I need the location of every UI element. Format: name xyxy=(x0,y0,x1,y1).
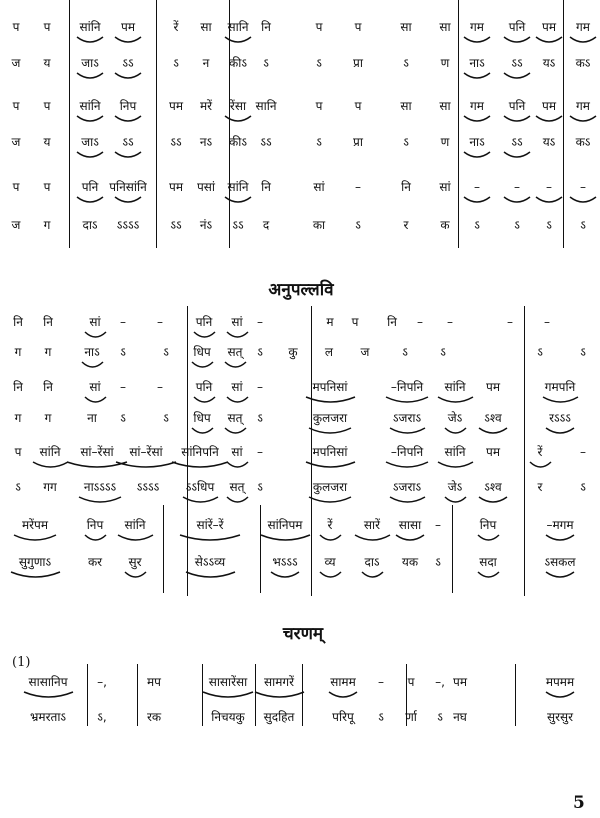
notation-syllable: जेऽ xyxy=(447,411,463,425)
notation-syllable: कुलजरा xyxy=(312,480,348,494)
notation-syllable: सानि xyxy=(227,20,249,34)
notation-syllable: सांनि xyxy=(79,99,101,113)
notation-syllable: – xyxy=(257,315,263,329)
notation-syllable: सत् xyxy=(229,480,245,494)
notation-syllable: सांनि xyxy=(124,518,146,532)
notation-syllable: सांनिपनि xyxy=(181,445,219,459)
notation-syllable: ऽऽऽऽ xyxy=(136,480,160,494)
bar-line xyxy=(515,664,516,726)
page-number: 5 xyxy=(573,793,585,813)
heading-charanam: चरणम् xyxy=(282,624,324,644)
notation-syllable: ग xyxy=(14,411,22,425)
notation-syllable: कु xyxy=(288,345,298,359)
notation-syllable: मरेंपम xyxy=(21,518,49,532)
notation-syllable: पम xyxy=(486,380,500,394)
notation-syllable: रेंसा xyxy=(229,99,247,113)
notation-syllable: ऽ xyxy=(163,345,169,359)
notation-syllable: सुदहित xyxy=(263,710,295,724)
notation-syllable: – xyxy=(157,315,163,329)
notation-syllable: ऽऽ xyxy=(122,56,134,70)
notation-syllable: प xyxy=(354,20,362,34)
notation-syllable: निप xyxy=(479,518,497,532)
notation-syllable: ऽ xyxy=(440,345,446,359)
notation-syllable: – xyxy=(546,180,552,194)
notation-syllable: ऽऽऽऽ xyxy=(116,218,140,232)
notation-syllable: सुगुणाऽ xyxy=(18,555,52,569)
notation-syllable: सत् xyxy=(227,411,243,425)
notation-syllable: पम xyxy=(542,20,556,34)
notation-syllable: –, xyxy=(435,675,445,689)
notation-syllable: न xyxy=(202,56,210,70)
notation-syllable: मपमम xyxy=(545,675,575,689)
notation-syllable: सेऽऽव्य xyxy=(194,555,226,569)
notation-syllable: प xyxy=(43,20,51,34)
notation-syllable: सा xyxy=(439,20,451,34)
notation-syllable: प xyxy=(12,180,20,194)
notation-syllable: रें xyxy=(327,518,333,532)
notation-syllable: परिपू xyxy=(332,710,354,724)
notation-syllable: सा xyxy=(200,20,212,34)
notation-syllable: पम xyxy=(169,99,183,113)
notation-syllable: सामगरें xyxy=(263,675,295,689)
notation-syllable: – xyxy=(544,315,550,329)
notation-syllable: ऽजराऽ xyxy=(392,411,422,425)
notation-syllable: रऽऽऽ xyxy=(549,411,571,425)
notation-syllable: कीऽ xyxy=(229,135,247,149)
notation-syllable: सामम xyxy=(330,675,356,689)
notation-syllable: – xyxy=(580,445,586,459)
notation-syllable: गम xyxy=(470,20,484,34)
notation-syllable: प xyxy=(12,20,20,34)
notation-syllable: सांनि xyxy=(227,180,249,194)
notation-syllable: रक xyxy=(146,710,162,724)
notation-syllable: प xyxy=(315,99,323,113)
notation-syllable: ऽ xyxy=(355,218,361,232)
notation-syllable: ऽ xyxy=(316,135,322,149)
notation-syllable: गम xyxy=(576,20,590,34)
notation-syllable: र xyxy=(403,218,409,232)
notation-syllable: – xyxy=(378,675,384,689)
slur-arc xyxy=(327,690,359,700)
notation-syllable: नि xyxy=(261,180,271,194)
notation-syllable: ण xyxy=(440,135,450,149)
notation-syllable: नि xyxy=(387,315,397,329)
notation-syllable: ऽऽ xyxy=(170,135,182,149)
notation-syllable: ग xyxy=(14,345,22,359)
notation-syllable: ण xyxy=(440,56,450,70)
notation-syllable: सांनिपम xyxy=(267,518,303,532)
notation-syllable: – xyxy=(580,180,586,194)
notation-syllable: ऽ xyxy=(257,480,263,494)
notation-syllable: द xyxy=(262,218,270,232)
notation-syllable: ज xyxy=(11,135,21,149)
notation-syllable: –निपनि xyxy=(390,380,424,394)
notation-syllable: पम xyxy=(542,99,556,113)
notation-syllable: पनिसांनि xyxy=(109,180,147,194)
notation-syllable: ज xyxy=(11,56,21,70)
notation-syllable: – xyxy=(257,445,263,459)
notation-syllable: सांरें–रें xyxy=(196,518,224,532)
notation-syllable: सां xyxy=(231,315,243,329)
notation-syllable: पनि xyxy=(195,380,213,394)
notation-syllable: सां xyxy=(313,180,325,194)
notation-syllable: सा xyxy=(439,99,451,113)
notation-syllable: यऽ xyxy=(542,56,556,70)
slur-arc xyxy=(544,690,576,700)
notation-syllable: पनि xyxy=(508,99,526,113)
notation-syllable: नाऽऽऽऽ xyxy=(83,480,117,494)
notation-syllable: ग xyxy=(44,345,52,359)
notation-syllable: ऽ xyxy=(403,56,409,70)
notation-syllable: ऽऽ xyxy=(260,135,272,149)
notation-syllable: सुर xyxy=(128,555,142,569)
notation-syllable: नि xyxy=(13,380,23,394)
notation-syllable: ऽऽ xyxy=(511,135,523,149)
notation-syllable: नंऽ xyxy=(199,218,213,232)
notation-syllable: प xyxy=(14,445,22,459)
notation-syllable: ऽ xyxy=(257,345,263,359)
slur-arc xyxy=(201,690,255,700)
notation-syllable: – xyxy=(507,315,513,329)
notation-syllable: सुरसुर xyxy=(546,710,574,724)
notation-syllable: दाऽ xyxy=(82,218,98,232)
notation-syllable: सांनि xyxy=(79,20,101,34)
notation-syllable: ज xyxy=(11,218,21,232)
notation-syllable: ऽऽ xyxy=(170,218,182,232)
notation-syllable: सां–रेंसां xyxy=(129,445,163,459)
notation-syllable: – xyxy=(514,180,520,194)
notation-syllable: ग xyxy=(43,218,51,232)
notation-syllable: सासारेंसा xyxy=(208,675,248,689)
notation-syllable: का xyxy=(312,218,326,232)
notation-syllable: ऽ xyxy=(514,218,520,232)
notation-syllable: प xyxy=(315,20,323,34)
notation-syllable: सासा xyxy=(398,518,422,532)
notation-syllable: कर xyxy=(87,555,103,569)
notation-syllable: ऽ xyxy=(316,56,322,70)
notation-syllable: गम xyxy=(470,99,484,113)
notation-syllable: ऽऽ xyxy=(511,56,523,70)
notation-syllable: पनि xyxy=(81,180,99,194)
notation-syllable: जेऽ xyxy=(447,480,463,494)
notation-syllable: सा xyxy=(400,99,412,113)
notation-syllable: सां xyxy=(231,380,243,394)
notation-syllable: नऽ xyxy=(199,135,213,149)
notation-syllable: निचयकु xyxy=(211,710,245,724)
notation-syllable: क xyxy=(440,218,450,232)
notation-syllable: नाऽ xyxy=(469,56,485,70)
notation-syllable: कऽ xyxy=(575,135,591,149)
notation-syllable: सां xyxy=(439,180,451,194)
notation-syllable: ऽ xyxy=(120,411,126,425)
notation-syllable: प xyxy=(351,315,359,329)
notation-syllable: प xyxy=(12,99,20,113)
notation-syllable: ऽसकल xyxy=(544,555,576,569)
notation-syllable: ऽश्व xyxy=(484,480,502,494)
notation-syllable: सा xyxy=(400,20,412,34)
notation-syllable: ऽ xyxy=(378,710,384,724)
notation-syllable: सारें xyxy=(363,518,381,532)
notation-syllable: जाऽ xyxy=(81,56,99,70)
notation-syllable: पनि xyxy=(508,20,526,34)
notation-syllable: ऽ xyxy=(15,480,21,494)
notation-syllable: ऽ xyxy=(120,345,126,359)
notation-syllable: नाऽ xyxy=(84,345,100,359)
notation-syllable: ऽश्व xyxy=(484,411,502,425)
notation-syllable: रें xyxy=(173,20,179,34)
notation-syllable: – xyxy=(120,315,126,329)
notation-syllable: ऽ xyxy=(580,218,586,232)
notation-syllable: ज xyxy=(360,345,370,359)
notation-syllable: सत् xyxy=(227,345,243,359)
notation-syllable: मपनिसां xyxy=(312,445,348,459)
notation-syllable: सासानिप xyxy=(28,675,68,689)
notation-syllable: नि xyxy=(261,20,271,34)
notation-syllable: नाऽ xyxy=(469,135,485,149)
notation-syllable: मप xyxy=(147,675,161,689)
notation-syllable: – xyxy=(355,180,361,194)
notation-syllable: –, xyxy=(97,675,107,689)
notation-syllable: प xyxy=(407,675,415,689)
notation-syllable: य xyxy=(43,56,51,70)
notation-syllable: मपनिसां xyxy=(312,380,348,394)
notation-syllable: ऽ xyxy=(257,411,263,425)
notation-syllable: सांनि xyxy=(444,380,466,394)
notation-syllable: र्णा xyxy=(405,710,417,724)
notation-syllable: प्रा xyxy=(353,135,363,149)
notation-syllable: सां xyxy=(231,445,243,459)
heading-anupallavi: अनुपल्लवि xyxy=(268,280,334,300)
notation-syllable: नि xyxy=(401,180,411,194)
notation-syllable: म xyxy=(326,315,334,329)
notation-syllable: निप xyxy=(86,518,104,532)
notation-syllable: जाऽ xyxy=(81,135,99,149)
notation-syllable: पम xyxy=(486,445,500,459)
notation-syllable: – xyxy=(474,180,480,194)
notation-syllable: ऽऽ xyxy=(232,218,244,232)
notation-syllable: ऽ xyxy=(546,218,552,232)
bar-line xyxy=(137,664,138,726)
notation-syllable: सां–रेंसां xyxy=(80,445,114,459)
notation-syllable: पम xyxy=(453,675,467,689)
notation-syllable: ऽ xyxy=(163,411,169,425)
notation-syllable: सांनि xyxy=(39,445,61,459)
notation-syllable: यऽ xyxy=(542,135,556,149)
notation-syllable: सांनि xyxy=(444,445,466,459)
notation-syllable: नि xyxy=(43,380,53,394)
notation-syllable: –निपनि xyxy=(390,445,424,459)
notation-syllable: गग xyxy=(43,480,57,494)
notation-syllable: नि xyxy=(13,315,23,329)
notation-syllable: पम xyxy=(169,180,183,194)
notation-syllable: ऽऽधिप xyxy=(185,480,215,494)
notation-syllable: ऽ xyxy=(173,56,179,70)
notation-syllable: पसां xyxy=(196,180,216,194)
notation-syllable: ऽ xyxy=(403,135,409,149)
notation-syllable: नघ xyxy=(453,710,467,724)
notation-syllable: निप xyxy=(119,99,137,113)
notation-syllable: ऽऽ xyxy=(122,135,134,149)
notation-syllable: – xyxy=(447,315,453,329)
notation-syllable: प xyxy=(43,99,51,113)
notation-syllable: – xyxy=(157,380,163,394)
notation-syllable: मरें xyxy=(199,99,213,113)
notation-syllable: भऽऽऽ xyxy=(272,555,298,569)
notation-syllable: – xyxy=(417,315,423,329)
notation-syllable: धिप xyxy=(193,411,211,425)
notation-syllable: ऽ xyxy=(537,345,543,359)
notation-syllable: ऽजराऽ xyxy=(392,480,422,494)
notation-syllable: पनि xyxy=(195,315,213,329)
notation-syllable: धिप xyxy=(193,345,211,359)
notation-syllable: व्य xyxy=(324,555,336,569)
notation-syllable: नि xyxy=(43,315,53,329)
notation-syllable: पम xyxy=(121,20,135,34)
slur-arc xyxy=(22,690,75,700)
notation-syllable: ऽ xyxy=(580,345,586,359)
bar-line xyxy=(87,664,88,726)
notation-syllable: ऽ xyxy=(263,56,269,70)
notation-syllable: सानि xyxy=(255,99,277,113)
notation-syllable: यक xyxy=(401,555,419,569)
notation-syllable: – xyxy=(257,380,263,394)
notation-syllable: सां xyxy=(89,380,101,394)
notation-syllable: प xyxy=(43,180,51,194)
notation-syllable: कीऽ xyxy=(229,56,247,70)
notation-syllable: ग xyxy=(44,411,52,425)
notation-syllable: प xyxy=(354,99,362,113)
notation-syllable: गमपनि xyxy=(544,380,576,394)
notation-syllable: – xyxy=(435,518,441,532)
notation-syllable: गम xyxy=(576,99,590,113)
notation-syllable: ऽ xyxy=(474,218,480,232)
notation-syllable: सदा xyxy=(479,555,497,569)
notation-syllable: य xyxy=(43,135,51,149)
charanam-marker: (1) xyxy=(12,655,31,670)
notation-syllable: रें xyxy=(537,445,543,459)
notation-syllable: दाऽ xyxy=(364,555,380,569)
notation-syllable: – xyxy=(120,380,126,394)
notation-syllable: ऽ xyxy=(435,555,441,569)
notation-syllable: ऽ, xyxy=(97,710,107,724)
notation-syllable: कऽ xyxy=(575,56,591,70)
notation-syllable: प्रा xyxy=(353,56,363,70)
notation-syllable: ल xyxy=(324,345,334,359)
notation-syllable: ऽ xyxy=(402,345,408,359)
notation-syllable: –मगम xyxy=(546,518,574,532)
notation-syllable: कुलजरा xyxy=(312,411,348,425)
notation-syllable: र xyxy=(537,480,543,494)
notation-syllable: ऽ xyxy=(580,480,586,494)
notation-syllable: सां xyxy=(89,315,101,329)
notation-syllable: ना xyxy=(87,411,97,425)
notation-syllable: ऽ xyxy=(437,710,443,724)
slur-arc xyxy=(253,690,306,700)
notation-syllable: भ्रमरताऽ xyxy=(29,710,67,724)
